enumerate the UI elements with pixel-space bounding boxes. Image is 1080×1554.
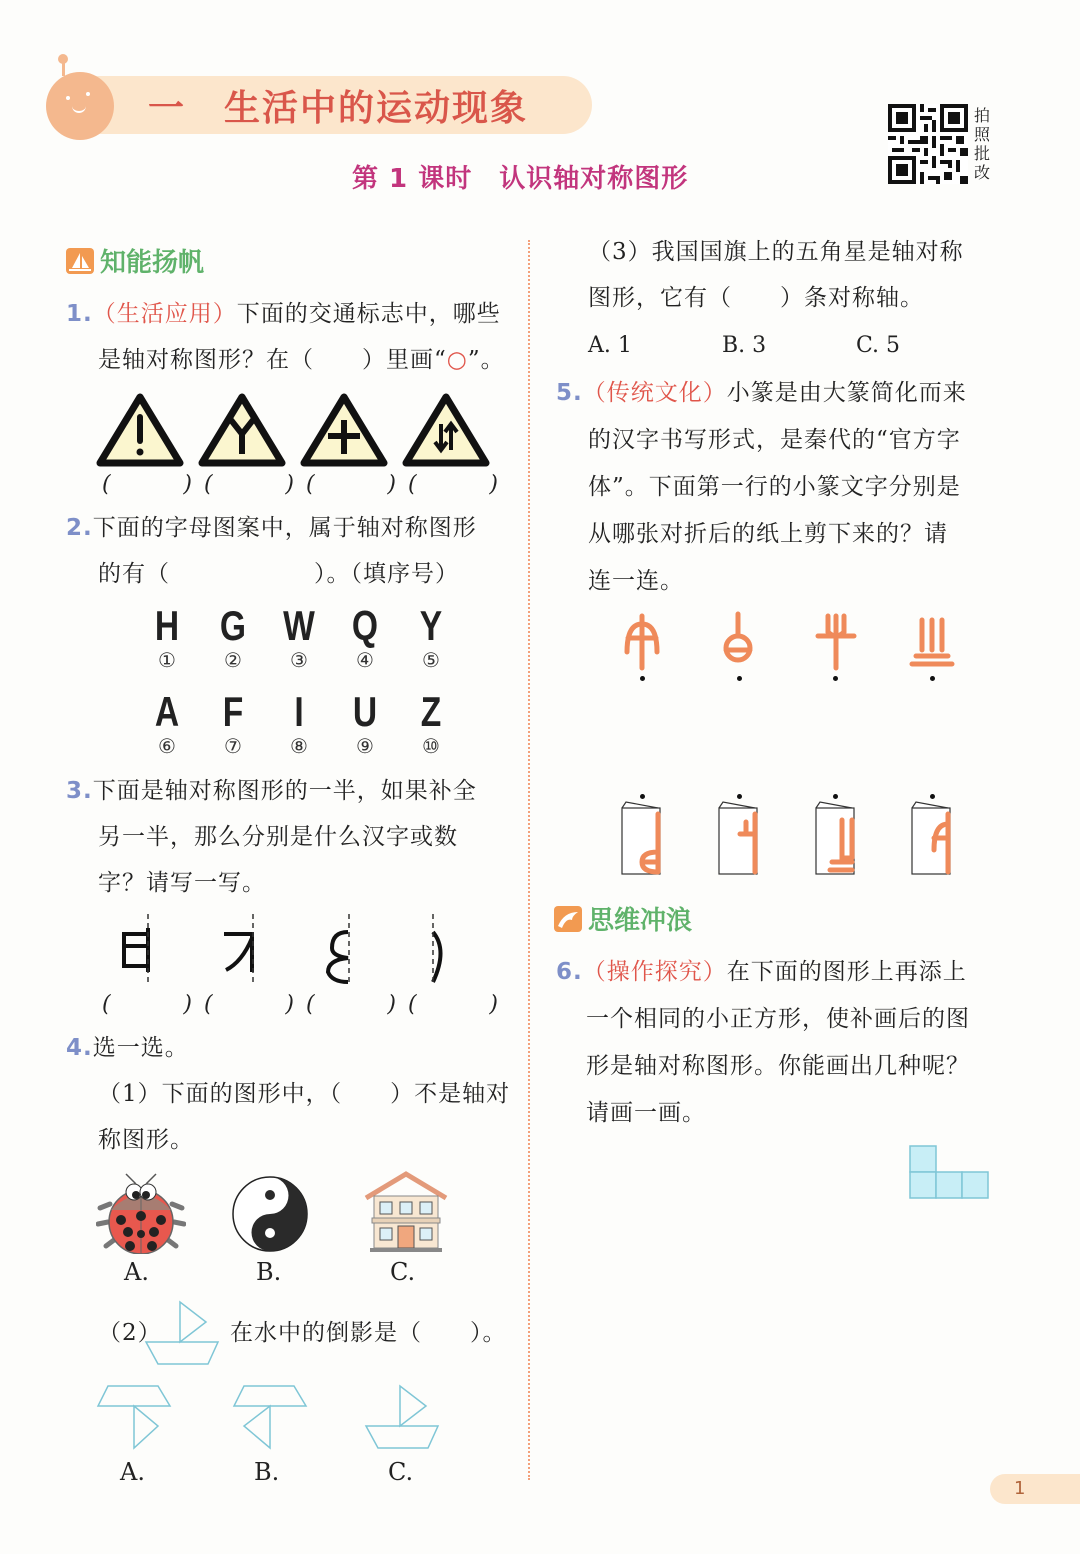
half-figures xyxy=(96,910,516,990)
letter: H xyxy=(154,602,180,649)
letter-index: ⑩ xyxy=(422,734,440,758)
q4-p2-prefix: （2） xyxy=(98,1320,162,1346)
q5-line5: 连一连。 xyxy=(588,568,684,594)
sailboat-figure-icon xyxy=(144,1298,224,1368)
letter-index: ⑦ xyxy=(224,734,242,758)
letter: I xyxy=(294,688,304,735)
section-header-basic xyxy=(66,242,204,279)
q1-answer-blanks xyxy=(96,472,504,497)
question-number: 5. xyxy=(556,380,583,406)
reflection-option-c[interactable] xyxy=(364,1384,444,1454)
house-icon xyxy=(364,1170,448,1254)
question-tag: （生活应用） xyxy=(92,301,237,327)
circle-mark-icon: ○ xyxy=(446,347,468,373)
connect-dot[interactable] xyxy=(930,676,935,681)
connect-dot[interactable] xyxy=(930,794,935,799)
connect-dot[interactable] xyxy=(737,676,742,681)
section-title: 思维冲浪 xyxy=(588,906,693,936)
letter-index: ③ xyxy=(290,648,308,672)
q3-line3: 字？请写一写。 xyxy=(98,870,266,896)
q3-answer-blanks xyxy=(96,992,504,1017)
warning-exclamation-sign-icon xyxy=(96,392,184,468)
question-text: 下面的交通标志中，哪些 xyxy=(236,301,501,327)
q6-line2: 一个相同的小正方形，使补画后的图 xyxy=(586,1006,970,1032)
letter-index: ④ xyxy=(356,648,374,672)
q4-p2-suffix: 在水中的倒影是（ ）。 xyxy=(230,1320,507,1346)
answer-blank[interactable]: ( ) xyxy=(102,992,192,1017)
two-way-traffic-sign-icon xyxy=(402,392,490,468)
option-b[interactable]: B. 3 xyxy=(722,333,767,358)
answer-blank[interactable]: ( ) xyxy=(204,472,294,497)
y-junction-sign-icon xyxy=(198,392,286,468)
dolphin-icon xyxy=(554,906,582,932)
reflection-option-a[interactable] xyxy=(96,1384,176,1454)
yin-yang-icon xyxy=(230,1174,310,1254)
q1-line1 xyxy=(66,291,501,337)
connect-dot[interactable] xyxy=(737,794,742,799)
letter-index: ⑤ xyxy=(422,648,440,672)
section-header-advanced xyxy=(554,900,692,937)
q2-line2: 的有（ ）。（填序号） xyxy=(98,561,459,587)
option-a-label[interactable]: A. xyxy=(124,1258,149,1286)
mascot-eye xyxy=(86,92,90,96)
connect-dot[interactable] xyxy=(833,676,838,681)
folded-papers xyxy=(618,800,968,880)
section-title: 知能扬帆 xyxy=(100,248,205,278)
option-b-label[interactable]: B. xyxy=(254,1458,280,1486)
mascot-eye xyxy=(66,96,70,100)
lesson-title: 第 1 课时 认识轴对称图形 xyxy=(352,164,689,194)
answer-blank[interactable]: ( ) xyxy=(102,472,192,497)
q3-line2: 另一半，那么分别是什么汉字或数 xyxy=(98,824,458,850)
option-c-label[interactable]: C. xyxy=(390,1258,416,1286)
question-text: 下面的字母图案中，属于轴对称图形 xyxy=(92,515,477,541)
page-number: 1 xyxy=(990,1474,1080,1504)
connect-dot[interactable] xyxy=(640,794,645,799)
q4-p1-line2: 称图形。 xyxy=(98,1127,194,1153)
option-c-label[interactable]: C. xyxy=(388,1458,414,1486)
question-tag: （传统文化） xyxy=(582,380,727,406)
seal-script-characters xyxy=(610,610,970,680)
crossroad-sign-icon xyxy=(300,392,388,468)
question-text: 选一选。 xyxy=(92,1035,189,1061)
square-figure[interactable] xyxy=(908,1144,992,1202)
sailboat-icon xyxy=(66,248,94,274)
letter-index: ⑧ xyxy=(290,734,308,758)
q5-line3: 体”。下面第一行的小篆文字分别是 xyxy=(588,474,961,500)
column-divider xyxy=(528,240,530,1480)
q4-p3-line1: （3）我国国旗上的五角星是轴对称 xyxy=(588,239,964,265)
letter-index: ② xyxy=(224,648,242,672)
q4-p3-line2: 图形，它有（ ）条对称轴。 xyxy=(588,285,924,311)
question-tag: （操作探究） xyxy=(582,959,727,985)
question-number: 3. xyxy=(66,778,93,804)
answer-blank[interactable]: ( ) xyxy=(306,992,396,1017)
option-a[interactable]: A. 1 xyxy=(588,333,632,358)
letter-grid xyxy=(134,604,464,758)
letter: Z xyxy=(420,688,442,735)
qr-caption: 拍 照 批 改 xyxy=(974,106,991,182)
q2-line1 xyxy=(66,505,477,551)
ladybug-icon xyxy=(96,1170,186,1254)
q6-line4: 请画一画。 xyxy=(586,1100,706,1126)
connect-dot[interactable] xyxy=(833,794,838,799)
q4-p1-line1: （1）下面的图形中，（ ）不是轴对 xyxy=(98,1081,511,1107)
qr-code[interactable] xyxy=(888,104,968,184)
mascot-antenna-ball xyxy=(58,54,68,64)
connect-dot[interactable] xyxy=(640,676,645,681)
question-number: 1. xyxy=(66,301,93,327)
answer-blank[interactable]: ( ) xyxy=(408,472,498,497)
question-text: ”。 xyxy=(467,347,505,373)
q6-line1 xyxy=(556,949,967,995)
answer-blank[interactable]: ( ) xyxy=(408,992,498,1017)
letter-index: ① xyxy=(158,648,176,672)
q4-title xyxy=(66,1025,189,1071)
traffic-signs xyxy=(96,392,490,468)
letter: Y xyxy=(419,602,443,649)
question-number: 6. xyxy=(556,959,583,985)
option-b-label[interactable]: B. xyxy=(256,1258,282,1286)
question-text: 下面是轴对称图形的一半，如果补全 xyxy=(92,778,477,804)
q5-line1 xyxy=(556,370,967,416)
q1-line2 xyxy=(98,337,505,383)
letter: U xyxy=(352,688,378,735)
letter-index: ⑥ xyxy=(158,734,176,758)
letter: A xyxy=(154,688,180,735)
q5-line2: 的汉字书写形式，是秦代的“官方字 xyxy=(588,427,961,453)
letter: F xyxy=(222,688,244,735)
letter: W xyxy=(283,602,315,649)
answer-blank[interactable]: ( ) xyxy=(204,992,294,1017)
letter: Q xyxy=(351,602,379,649)
letter: G xyxy=(219,602,247,649)
reflection-option-b[interactable] xyxy=(230,1384,310,1454)
option-c[interactable]: C. 5 xyxy=(856,333,901,358)
chapter-title: 一 生活中的运动现象 xyxy=(148,87,529,129)
option-a-label[interactable]: A. xyxy=(120,1458,145,1486)
letter-index: ⑨ xyxy=(356,734,374,758)
question-text: 是轴对称图形？在（ ）里画“ xyxy=(98,347,447,373)
question-text: 小篆是由大篆简化而来 xyxy=(726,380,967,406)
q3-line1 xyxy=(66,768,477,814)
q6-line3: 形是轴对称图形。你能画出几种呢？ xyxy=(586,1053,970,1079)
question-number: 4. xyxy=(66,1035,93,1061)
question-number: 2. xyxy=(66,515,93,541)
question-text: 在下面的图形上再添上 xyxy=(726,959,967,985)
answer-blank[interactable]: ( ) xyxy=(306,472,396,497)
q5-line4: 从哪张对折后的纸上剪下来的？请 xyxy=(588,521,948,547)
